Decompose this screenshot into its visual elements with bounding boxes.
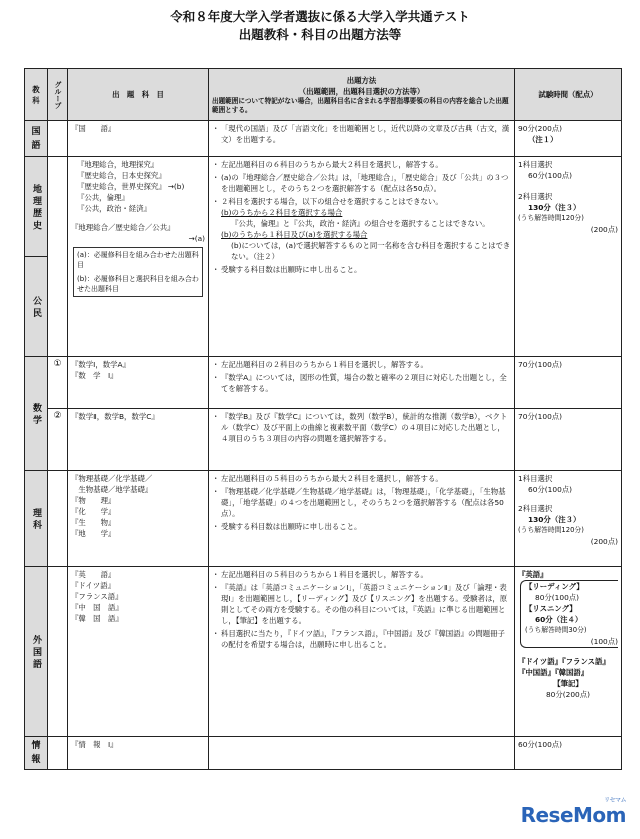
time-label: 1科目選択 [518,160,553,169]
group-empty [48,157,68,357]
time-joho: 60分(100点) [515,737,622,770]
method-item: ・ 『物理基礎／化学基礎／生物基礎／地学基礎』は，「物理基礎」，「化学基礎」，「生物基礎」，「地学基礎」の４つを出題範囲とし，そのうち２つを選択解答する（配点は各50点）。 [221,486,511,519]
time-label: 『英語』 [518,570,548,579]
time-value: 80分(100点) [535,593,580,602]
time-gaikoku [515,567,622,737]
category-joho: 情 報 [25,737,48,770]
method-item: ・ 受験する科目数は出願時に申し出ること。 [221,264,511,275]
time-kokugo [515,121,622,157]
subject-chireki-2: 『歴史総合，日本史探究』 [77,171,166,180]
method-rika [209,471,515,567]
subject-sugaku-2: 『数学Ⅱ，数学B，数学C』 [68,409,209,471]
row-kokugo [25,121,622,157]
subject-gaikoku-1: 『英 語』 [71,570,116,579]
subject-chireki-4: 『公共，倫理』 [77,193,129,202]
method-sugaku-2 [209,409,515,471]
category-rika: 理 科 [25,471,48,567]
time-points: (200点) [590,537,618,546]
subjects-chireki [68,157,209,357]
subject-chireki-3: 『歴史総合，世界史探究』 [77,182,166,191]
method-item: ・ (a)の『地理総合／歴史総合／公共』は，「地理総合」，「歴史総合」及び「公共」の３つを出題範囲とし，そのうち２つを選択解答する（配点は各50点）。 [221,172,511,194]
group-empty [48,471,68,567]
subject-gaikoku-3: 『フランス語』 [71,592,123,601]
page-title-line1: 令和８年度大学入学者選抜に係る大学入学共通テスト [170,9,470,24]
subject-rika-1: 『物理基礎／化学基礎／ [71,474,153,483]
group-empty [48,737,68,770]
subject-sugaku-1b: 『数 学 Ⅰ』 [71,371,118,380]
header-time: 試験時間（配点） [515,69,622,121]
subject-rika-1b: 生物基礎／地学基礎』 [71,485,153,494]
time-points: (200点) [590,225,618,234]
group-empty [48,567,68,737]
resemom-logo [520,797,626,827]
time-value: 130分（注３） [528,203,581,212]
time-sub: (うち解答時間120分) [518,214,584,222]
time-points: (100点) [590,637,618,646]
note-a: (a)：必履修科目を組み合わせた出題科目 [77,251,199,269]
header-group: グループ [48,69,68,121]
subjects-rika [68,471,209,567]
subject-rika-2: 『物 理』 [71,496,116,505]
time-section: 【リーディング】 [525,582,584,591]
subject-chireki-1: 『地理総合，地理探究』 [77,160,159,169]
method-text: ２科目を選択する場合，以下の組合せを選択することはできない。 [221,197,443,206]
time-section: 【筆記】 [553,679,583,688]
method-item: ・ 科目選択に当たり，『ドイツ語』，『フランス語』，『中国語』及び『韓国語』の問題冊子の配付を希望する場合は，出願時に申し出ること。 [221,628,511,650]
category-chireki: 地 理 歴 史 [25,157,48,257]
subject-kokugo: 『国 語』 [68,121,209,157]
subject-chireki-a: 『地理総合／歴史総合／公共』 [71,223,175,232]
method-item: ・ 『数学B』及び『数学C』については，数列（数学B），統計的な推測（数学B），ベクトル（数学C）及び平面上の曲線と複素数平面（数学C）の４項目に対応した出題とし，４項目のうち３項目の内容の問題を選択解答する。 [221,411,511,444]
row-gaikoku [25,567,622,737]
time-label: 2科目選択 [518,504,553,513]
category-gaikoku: 外 国 語 [25,567,48,737]
logo-text: ReseMom [520,803,626,827]
subject-gaikoku-5: 『韓 国 語』 [71,614,123,623]
method-item: ・ 『数学A』については，図形の性質，場合の数と確率の２項目に対応した出題とし，全てを解答する。 [221,372,511,394]
method-kokugo [209,121,515,157]
group-empty [48,121,68,157]
subject-sugaku-1a: 『数学Ⅰ，数学A』 [71,360,130,369]
time-rika [515,471,622,567]
logo-kana: リセマム [604,797,626,804]
exam-subjects-table [24,68,622,770]
time-sub: (うち解答時間120分) [518,526,584,534]
method-gaikoku [209,567,515,737]
method-item: ・ 「現代の国語」及び「言語文化」を出題範囲とし，近代以降の文章及び古典（古文，漢文）を出題する。 [221,123,511,145]
time-value: 60分(100点) [528,485,573,494]
method-item [221,196,511,262]
english-brace [520,580,618,648]
subjects-gaikoku [68,567,209,737]
subject-rika-4: 『生 物』 [71,518,116,527]
row-sugaku-1 [25,357,622,409]
method-sugaku-1 [209,357,515,409]
note-box-ab [73,247,203,297]
method-sub-text: 『公共，倫理』と『公共，政治・経済』の組合せを選択することはできない。 [231,219,490,228]
method-item: ・ 左記出題科目の２科目のうちから１科目を選択し，解答する。 [221,359,511,370]
subject-rika-5: 『地 学』 [71,529,116,538]
header-method [209,69,515,121]
header-subjects: 出 題 科 目 [68,69,209,121]
time-value: 60分（注４） [535,615,583,624]
group-2: ② [48,409,68,471]
method-sub-heading: (b)のうちから２科目を選択する場合 [221,208,343,217]
category-sugaku: 数 学 [25,357,48,471]
method-item: ・ 左記出題科目の６科目のうちから最大２科目を選択し，解答する。 [221,159,511,170]
row-chireki [25,157,622,257]
subject-joho: 『情 報 Ⅰ』 [68,737,209,770]
header-method-note: 出題範囲について特記がない場合，出題科目名に含まれる学習指導要領の科目の内容を総合した出題範囲とする。 [212,96,509,114]
method-sub-text: (b)については，(a)で選択解答するものと同一名称を含む科目を選択することはできない。（注２） [231,241,511,261]
time-sub: (うち解答時間30分) [525,626,587,634]
method-item: ・ 受験する科目数は出願時に申し出ること。 [221,521,511,532]
method-item: ・ 左記出題科目の５科目のうちから１科目を選択し，解答する。 [221,569,511,580]
group-1: ① [48,357,68,409]
time-chireki [515,157,622,357]
subject-chireki-5: 『公共，政治・経済』 [77,204,151,213]
time-sugaku-2: 70分(100点) [515,409,622,471]
time-value: 130分（注３） [528,515,581,524]
time-value: 90分(200点) [518,124,563,133]
method-joho [209,737,515,770]
time-section: 【リスニング】 [525,604,577,613]
row-rika [25,471,622,567]
category-komin: 公 民 [25,257,48,357]
page-title-line2: 出題教科・科目の出題方法等 [238,27,402,42]
header-subject-area: 教 科 [25,69,48,121]
header-method-title: 出題方法 [346,75,377,85]
time-value: 60分(100点) [528,171,573,180]
time-label: 2科目選択 [518,192,553,201]
time-note: （注１） [528,135,558,144]
arrow-b: →(b) [167,182,185,191]
subject-gaikoku-4: 『中 国 語』 [71,603,123,612]
category-kokugo: 国 語 [25,121,48,157]
subject-gaikoku-2: 『ドイツ語』 [71,581,115,590]
header-method-sub: （出題範囲，出題科目選択の方法等） [298,86,425,96]
row-joho [25,737,622,770]
arrow-a: →(a) [188,234,205,243]
time-label-others: 『ドイツ語』『フランス語』『中国語』『韓国語』 [518,657,610,677]
time-value: 80分(200点) [545,690,591,699]
row-sugaku-2 [25,409,622,471]
note-b: (b)：必履修科目と選択科目を組み合わせた出題科目 [77,275,199,293]
subjects-sugaku-1 [68,357,209,409]
method-chireki [209,157,515,357]
method-sub-heading: (b)のうちから１科目及び(a)を選択する場合 [221,230,368,239]
header-row [25,69,622,121]
time-sugaku-1: 70分(100点) [515,357,622,409]
time-label: 1科目選択 [518,474,553,483]
method-item: ・ 左記出題科目の５科目のうちから最大２科目を選択し，解答する。 [221,473,511,484]
subject-rika-3: 『化 学』 [71,507,116,516]
method-item: ・ 『英語』は「英語コミュニケーションⅠ」，「英語コミュニケーションⅡ」及び「論理・表現Ⅰ」を出題範囲とし，【リーディング】及び【リスニング】を出題する。受験者は，原則としてその両方を受験する。その他の科目については，『英語』に準じる出題範囲とし，【筆記】を出題する。 [221,582,511,626]
